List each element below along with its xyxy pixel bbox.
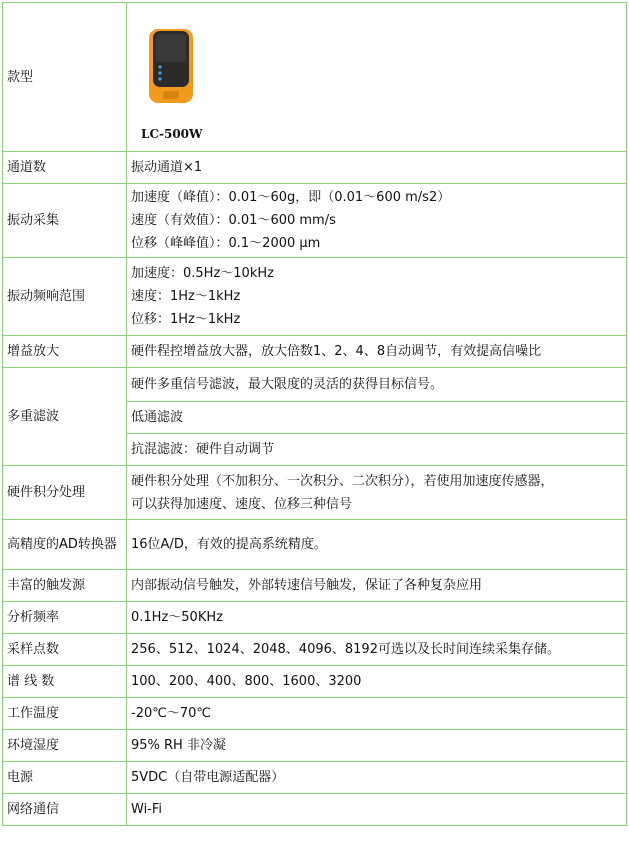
table-row-integration (3, 466, 627, 520)
row-value: 抗混滤波：硬件自动调节 (127, 434, 627, 466)
row-label: 通道数 (3, 152, 127, 184)
table-row-gain (3, 336, 627, 368)
row-value: 95% RH 非冷凝 (127, 730, 627, 762)
row-value: 5VDC（自带电源适配器） (127, 762, 627, 794)
row-value: 硬件程控增益放大器，放大倍数1、2、4、8自动调节，有效提高信噪比 (127, 336, 627, 368)
table-row-model (3, 3, 627, 152)
row-label: 高精度的AD转换器 (3, 520, 127, 570)
model-image-cell (127, 3, 627, 152)
row-label: 工作温度 (3, 698, 127, 730)
spec-table (2, 2, 627, 826)
row-value: 256、512、1024、2048、4096、8192可选以及长时间连续采集存储。 (127, 634, 627, 666)
row-value: 加速度：0.5Hz～10kHz 速度：1Hz～1kHz 位移：1Hz～1kHz (127, 258, 627, 336)
row-label: 网络通信 (3, 794, 127, 826)
row-label: 丰富的触发源 (3, 570, 127, 602)
row-label: 多重滤波 (3, 368, 127, 466)
row-label: 硬件积分处理 (3, 466, 127, 520)
table-row-network (3, 794, 627, 826)
row-label: 振动频响范围 (3, 258, 127, 336)
table-row-ad-converter (3, 520, 627, 570)
row-value: 100、200、400、800、1600、3200 (127, 666, 627, 698)
table-row-sample-points (3, 634, 627, 666)
table-row-frequency-response (3, 258, 627, 336)
row-label: 增益放大 (3, 336, 127, 368)
row-value: 硬件积分处理（不加积分、一次积分、二次积分），若使用加速度传感器， 可以获得加速度、速度、位移三种信号 (127, 466, 627, 520)
row-label: 谱 线 数 (3, 666, 127, 698)
model-label-cell (3, 3, 127, 152)
row-label: 振动采集 (3, 184, 127, 258)
model-name: LC-500W (141, 127, 203, 141)
row-label: 电源 (3, 762, 127, 794)
model-label: 款型 (7, 69, 34, 85)
table-row-power (3, 762, 627, 794)
device-figure (127, 3, 626, 151)
table-row-channels (3, 152, 627, 184)
table-row-humidity (3, 730, 627, 762)
table-row-trigger (3, 570, 627, 602)
row-value: 16位A/D，有效的提高系统精度。 (127, 520, 627, 570)
table-row-filter-1 (3, 368, 627, 402)
row-value: 加速度（峰值）：0.01～60g，即（0.01～600 m/s2） 速度（有效值）：0.01～600 mm/s 位移（峰峰值）：0.1～2000 μm (127, 184, 627, 258)
row-value: 0.1Hz～50KHz (127, 602, 627, 634)
table-row-operating-temperature (3, 698, 627, 730)
row-label: 采样点数 (3, 634, 127, 666)
row-value: 硬件多重信号滤波，最大限度的灵活的获得目标信号。 (127, 368, 627, 402)
row-value: -20℃～70℃ (127, 698, 627, 730)
row-value: 低通滤波 (127, 402, 627, 434)
row-value: 振动通道×1 (127, 152, 627, 184)
row-label: 分析频率 (3, 602, 127, 634)
table-row-vibration-acquisition (3, 184, 627, 258)
row-value: 内部振动信号触发，外部转速信号触发，保证了各种复杂应用 (127, 570, 627, 602)
device-image (147, 25, 195, 103)
row-value: Wi-Fi (127, 794, 627, 826)
row-label: 环境湿度 (3, 730, 127, 762)
table-row-analysis-frequency (3, 602, 627, 634)
table-row-spectral-lines (3, 666, 627, 698)
